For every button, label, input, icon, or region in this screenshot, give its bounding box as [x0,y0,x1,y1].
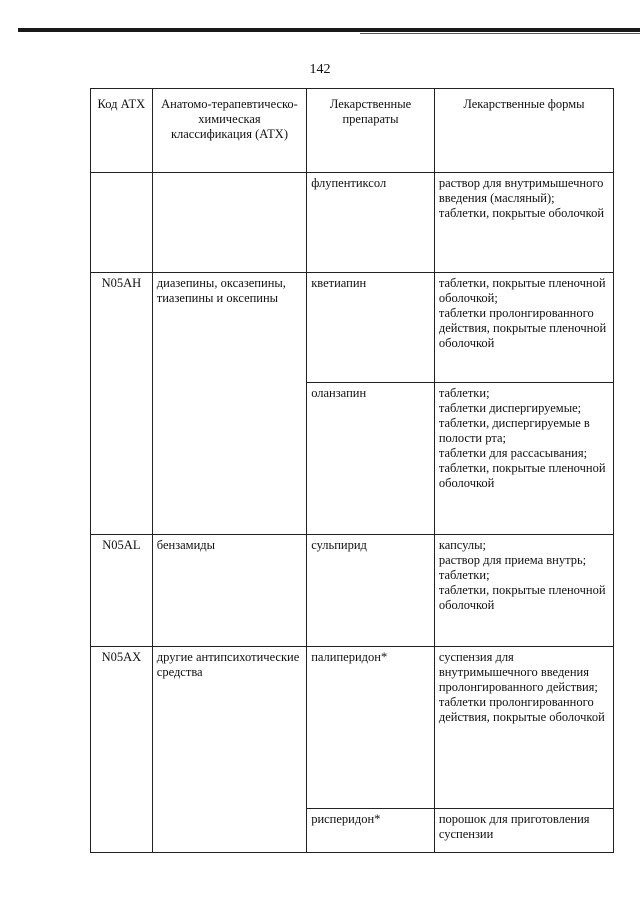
row-code: N05AX [91,647,153,853]
table-header-row [91,89,614,173]
top-rule [18,28,640,32]
row-forms [434,535,613,647]
row-drug: палиперидон* [307,647,435,809]
form-item: раствор для внутримышечного введения (масляный); [438,176,604,205]
form-item: таблетки; [438,386,490,400]
form-item: таблетки для рассасывания; [438,446,588,460]
form-item: капсулы; [438,538,486,552]
form-item: таблетки, диспергируемые в полости рта; [438,416,590,445]
form-item: порошок для приготовления суспензии [438,812,590,841]
header-code: Код АТХ [91,89,153,173]
atx-table [90,88,614,853]
row-forms [434,173,613,273]
row-drug: кветиапин [307,273,435,383]
table-row [91,647,614,809]
form-item: таблетки, покрытые пленочной оболочкой [438,583,606,612]
form-item: таблетки, покрытые пленочной оболочкой; [438,276,606,305]
page-number: 142 [309,62,331,77]
row-code: N05AH [91,273,153,535]
row-drug: сульпирид [307,535,435,647]
row-classification: другие антипсихотические средства [152,647,306,853]
header-forms: Лекарственные формы [434,89,613,173]
row-forms [434,809,613,853]
table-row [91,173,614,273]
row-drug: рисперидон* [307,809,435,853]
table-row [91,535,614,647]
top-rule-thin [360,33,640,34]
form-item: суспензия для внутримышечного введения пролонгированного действия; [438,650,598,694]
form-item: таблетки пролонгированного действия, покрытые пленочной оболочкой [438,306,607,350]
form-item: раствор для приема внутрь; [438,553,587,567]
form-item: таблетки пролонгированного действия, покрытые оболочкой [438,695,605,724]
header-classification: Анатомо-терапевтическо-химическая классификация (АТХ) [152,89,306,173]
row-classification: диазепины, оксазепины, тиазепины и оксепины [152,273,306,535]
row-forms [434,273,613,383]
form-item: таблетки, покрытые пленочной оболочкой [438,461,606,490]
row-classification [152,173,306,273]
header-drugs: Лекарственные препараты [307,89,435,173]
row-forms [434,383,613,535]
table-row [91,273,614,383]
row-code: N05AL [91,535,153,647]
form-item: таблетки, покрытые оболочкой [438,206,605,220]
form-item: таблетки; [438,568,490,582]
row-drug: флупентиксол [307,173,435,273]
form-item: таблетки диспергируемые; [438,401,582,415]
row-code [91,173,153,273]
row-classification: бензамиды [152,535,306,647]
row-forms [434,647,613,809]
row-drug: оланзапин [307,383,435,535]
